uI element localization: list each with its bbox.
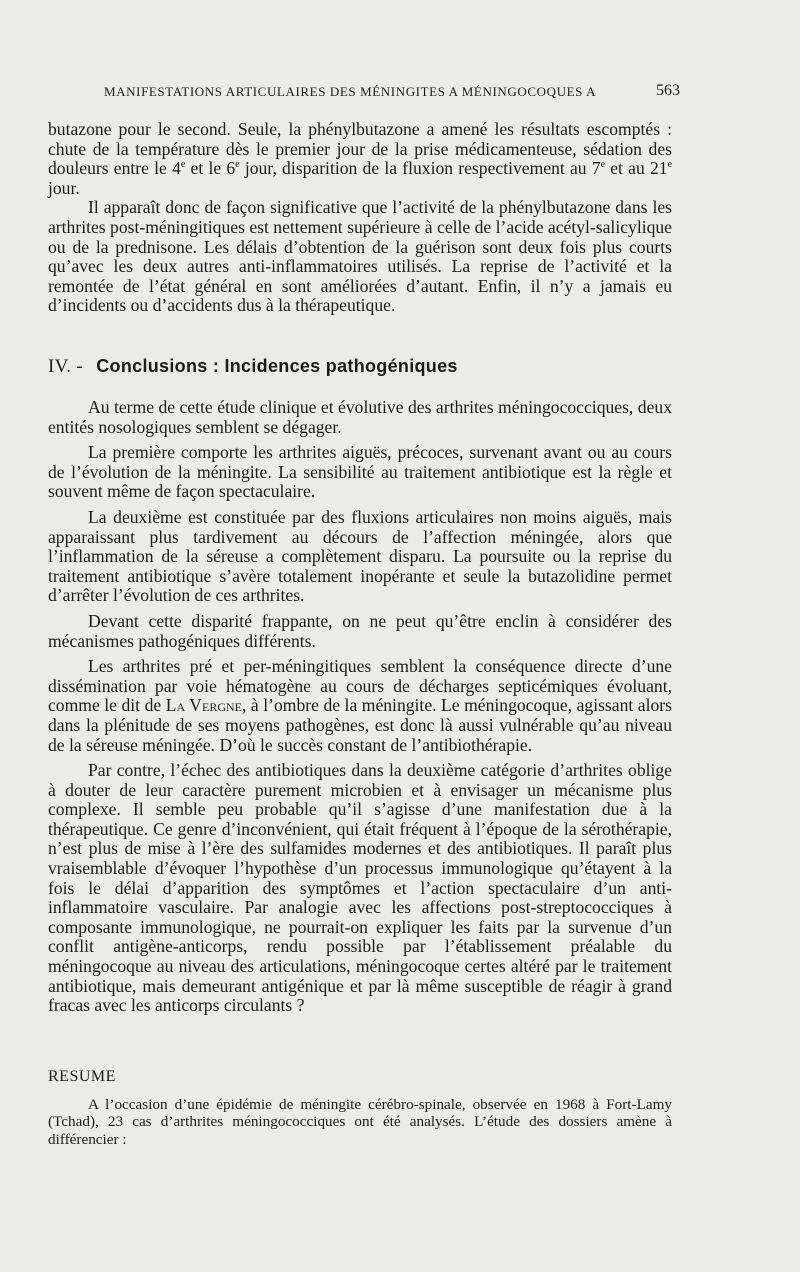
section-number: IV. - (48, 356, 83, 377)
running-title: MANIFESTATIONS ARTICULAIRES DES MÉNINGITES A MÉNINGOCOQUES A (104, 84, 597, 99)
running-header (104, 84, 680, 100)
conclusion-paragraph-5: Les arthrites pré et per-méningitiques semblent la conséquence directe d’une dissémination par voie hématogène au cours de décharges septicémiques évoluant, comme le dit de La Vergne, à l’ombre de la méningite. Le méningocoque, agissant alors dans la plénitude de ses moyens pathogènes, est donc là aussi vulnérable qu’au niveau de la séreuse méningée. D’où le succès constant de l’antibiothérapie. (48, 656, 672, 755)
author-name: La Vergne (165, 695, 243, 716)
conclusion-paragraph-4: Devant cette disparité frappante, on ne peut qu’être enclin à considérer des mécanismes pathogéniques différents. (48, 610, 672, 651)
intro-paragraph-1: butazone pour le second. Seule, la phénylbutazone a amené les résultats escomptés : chute de la température dès le premier jour de la prise médicamenteuse, sédation des douleurs entre le 4e et le 6e jour, disparition de la fluxion respectivement au 7e et au 21e jour. (48, 119, 673, 198)
resume-heading: RESUME (48, 1068, 116, 1085)
resume-text (48, 1096, 672, 1148)
section-heading (48, 356, 688, 378)
section-title: Conclusions : Incidences pathogéniques (96, 356, 458, 376)
intro-text (48, 120, 672, 316)
conclusion-paragraph-3: La deuxième est constituée par des fluxions articulaires non moins aiguës, mais apparaissant plus tardivement au décours de l’affection méningée, alors que l’inflammation de la séreuse a complètement disparu. La poursuite ou la reprise du traitement antibiotique s’avère totalement inopérante et seule la butazolidine permet d’arrêter l’évolution de ces arthrites. (48, 506, 672, 606)
conclusion-paragraph-1: Au terme de cette étude clinique et évolutive des arthrites méningococciques, deux entités nosologiques semblent se dégager. (48, 397, 672, 437)
intro-paragraph-2: Il apparaît donc de façon significative que l’activité de la phénylbutazone dans les arthrites post-méningitiques est nettement supérieure à celle de l’acide acétyl-salicylique ou de la prednisone. Les délais d’obtention de la guérison sont deux fois plus courts qu’avec les deux autres anti-inflammatoires utilisés. La reprise de l’activité et la remontée de l’état général en sont améliorées d’autant. Enfin, il n’y a jamais eu d’incidents ou d’accidents dus à la thérapeutique. (48, 197, 672, 316)
conclusion-paragraph-2: La première comporte les arthrites aiguës, précoces, survenant avant ou au cours de l’évolution de la méningite. La sensibilité au traitement antibiotique est la règle et souvent même de façon spectaculaire. (48, 442, 672, 502)
conclusion-paragraph-6: Par contre, l’échec des antibiotiques dans la deuxième catégorie d’arthrites oblige à douter de leur caractère purement microbien et à envisager un mécanisme plus complexe. Il semble peu probable qu’il s’agisse d’une manifestation due à la thérapeutique. Ce genre d’inconvénient, qui était fréquent à l’époque de la sérothérapie, n’est plus de mise à l’ère des sulfamides modernes et des antibiotiques. Il paraît plus vraisemblable d’évoquer l’hypothèse d’un processus immunologique qu’étayent à la fois le délai d’apparition des symptômes et l’action spectaculaire d’un anti-inflammatoire vasculaire. Par analogie avec les affections post-streptococciques à composante immunologique, ne pourrait-on expliquer les faits par la survenue d’un conflit antigène-anticorps, rendu possible par l’établissement préalable du méningocoque au niveau des articulations, méningocoque certes altéré par le traitement antibiotique, mais demeurant antigénique et par là même susceptible de réagir à grand fracas avec les anticorps circulants ? (48, 760, 672, 1016)
page-number: 563 (656, 82, 680, 99)
resume-paragraph-1: A l’occasion d’une épidémie de méningite cérébro-spinale, observée en 1968 à Fort-Lamy (Tchad), 23 cas d’arthrites méningococciques ont été analysés. L’étude des dossiers amène à différencier : (48, 1096, 672, 1148)
conclusions-text (48, 398, 672, 1016)
